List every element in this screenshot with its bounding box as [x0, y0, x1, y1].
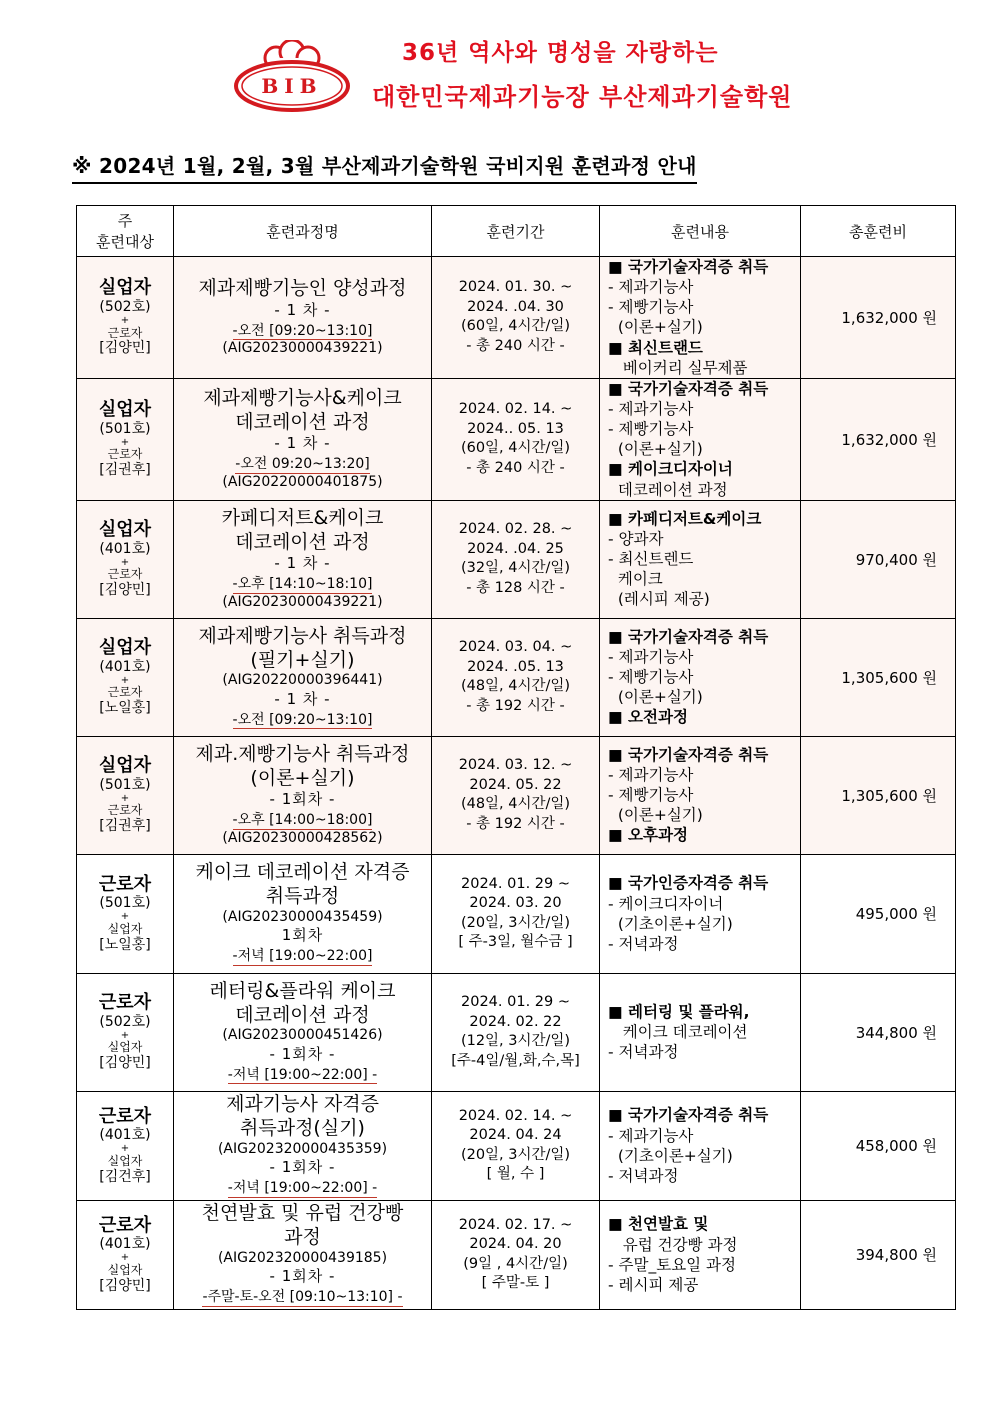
period-days: (20일, 3시간/일) — [460, 914, 571, 931]
course-cell — [174, 257, 432, 379]
course-name-line1: 제과.제빵기능사 취득과정 — [195, 742, 410, 765]
course-round: - 1 차 - — [274, 300, 331, 319]
content-line: - 주말_토요일 과정 — [608, 1255, 737, 1274]
instructor-name: [김권후] — [99, 462, 151, 479]
course-name-line2: 과정 — [284, 1226, 321, 1249]
header-target-line1: 주 — [117, 212, 133, 230]
fee-cell: 1,632,000 원 — [801, 257, 956, 379]
content-line: ■ 국가기술자격증 취득 — [608, 258, 769, 276]
content-line: - 제빵기능사 — [608, 786, 694, 805]
content-line: ■ 국가기술자격증 취득 — [608, 1106, 769, 1125]
content-line: ■ 레터링 및 플라워, — [608, 1002, 750, 1021]
instructor-name: [노일홍] — [99, 936, 151, 953]
period-hours: - 총 128 시간 - — [466, 579, 565, 596]
plus-sign: + — [120, 792, 130, 804]
plus-sign: + — [120, 674, 130, 686]
content-cell — [600, 378, 801, 500]
period-start: 2024. 03. 04. ~ — [458, 639, 573, 656]
content-line: - 최신트렌드 — [608, 550, 694, 569]
room-number: (501호) — [99, 420, 151, 437]
period-days: (12일, 3시간/일) — [460, 1033, 571, 1050]
course-time: -주말-토-오전 [09:10~13:10] - — [202, 1289, 403, 1306]
instructor-name: [김양민] — [99, 1055, 151, 1072]
instructor-name: [김권후] — [99, 818, 151, 835]
course-round: - 1회차 - — [269, 1158, 336, 1177]
period-start: 2024. 02. 28. ~ — [458, 521, 573, 538]
instructor-name: [김양민] — [99, 1277, 151, 1294]
course-code: (AIG20230000451426) — [222, 1027, 383, 1044]
course-round: - 1 차 - — [274, 689, 331, 708]
fee-cell: 495,000 원 — [801, 854, 956, 973]
room-number: (502호) — [99, 299, 151, 316]
plus-sign: + — [120, 556, 130, 568]
course-code: (AIG202320000435359) — [217, 1140, 388, 1157]
course-name-line2: 취득과정(실기) — [240, 1117, 365, 1140]
content-line: - 제과기능사 — [608, 1126, 694, 1145]
course-cell — [174, 618, 432, 736]
course-code: (AIG202320000439185) — [217, 1249, 388, 1266]
content-line: ■ 천연발효 및 — [608, 1215, 709, 1234]
header-target — [77, 206, 174, 257]
course-name-line1: 레터링&플라워 케이크 — [209, 979, 396, 1002]
content-line: (이론+실기) — [608, 318, 703, 337]
room-number: (501호) — [99, 776, 151, 793]
table-row — [77, 500, 956, 618]
school-logo — [232, 40, 352, 114]
secondary-target: 근로자 — [107, 325, 143, 340]
target-type: 실업자 — [98, 277, 152, 299]
content-cell — [600, 1091, 801, 1200]
course-round: - 1회차 - — [269, 790, 336, 809]
content-cell — [600, 618, 801, 736]
period-end: 2024. .04. 30 — [467, 298, 564, 315]
content-line: - 양과자 — [608, 529, 664, 548]
course-cell — [174, 1091, 432, 1200]
content-line: ■ 카페디저트&케이크 — [608, 509, 762, 528]
fee-cell: 394,800 원 — [801, 1200, 956, 1309]
period-hours: [주-4일/월,화,수,목] — [451, 1052, 580, 1069]
course-cell — [174, 736, 432, 854]
period-cell — [432, 736, 600, 854]
period-days: (48일, 4시간/일) — [460, 796, 571, 813]
course-round: - 1회차 - — [269, 1044, 336, 1063]
document-title: ※ 2024년 1월, 2월, 3월 부산제과기술학원 국비지원 훈련과정 안내 — [72, 150, 697, 184]
content-line: ■ 국가인증자격증 취득 — [608, 874, 769, 893]
target-cell — [77, 1200, 174, 1309]
plus-sign: + — [120, 1029, 130, 1041]
course-code: (AIG20220000396441) — [222, 672, 383, 689]
period-cell — [432, 1200, 600, 1309]
period-end: 2024.. 05. 13 — [467, 420, 564, 437]
table-row — [77, 1091, 956, 1200]
target-type: 실업자 — [98, 637, 152, 659]
table-row — [77, 257, 956, 379]
course-name-line1: 제과기능사 자격증 — [226, 1093, 379, 1116]
course-time: -저녁 [19:00~22:00] - — [227, 1066, 378, 1083]
course-name-line2: 데코레이션 과정 — [235, 1003, 370, 1026]
content-line: (기초이론+실기) — [608, 1146, 733, 1165]
course-cell — [174, 378, 432, 500]
target-type: 실업자 — [98, 519, 152, 541]
fee-cell: 1,632,000 원 — [801, 378, 956, 500]
plus-sign: + — [120, 315, 130, 327]
course-name-line1: 천연발효 및 유럽 건강빵 — [201, 1202, 404, 1225]
content-line: ■ 최신트랜드 — [608, 338, 703, 357]
table-row — [77, 973, 956, 1091]
table-row — [77, 1200, 956, 1309]
period-hours: [ 월, 수 ] — [486, 1166, 545, 1183]
instructor-name: [김양민] — [99, 582, 151, 599]
target-cell — [77, 854, 174, 973]
secondary-target: 근로자 — [107, 567, 143, 582]
period-hours: - 총 240 시간 - — [466, 337, 565, 354]
course-round: 1회차 — [281, 926, 324, 945]
header-content: 훈련내용 — [600, 206, 801, 257]
fee-cell: 1,305,600 원 — [801, 618, 956, 736]
course-name-line1: 케이크 데코레이션 자격증 — [195, 861, 410, 884]
course-time: -오전 [09:20~13:10] — [232, 711, 373, 728]
period-hours: [ 주말-토 ] — [481, 1275, 550, 1292]
instructor-name: [김건후] — [99, 1168, 151, 1185]
content-line: - 저녁과정 — [608, 934, 679, 953]
course-time: -오전 [09:20~13:10] — [232, 322, 373, 339]
period-start: 2024. 02. 17. ~ — [458, 1216, 573, 1233]
course-code-bottom: (AIG20230000428562) — [222, 829, 383, 846]
course-name-line1: 카페디저트&케이크 — [221, 506, 384, 529]
course-name-line2: 데코레이션 과정 — [235, 530, 370, 553]
target-type: 실업자 — [98, 399, 152, 421]
content-line: ■ 국가기술자격증 취득 — [608, 627, 769, 646]
course-time: -오후 [14:00~18:00] — [232, 812, 373, 829]
room-number: (401호) — [99, 658, 151, 675]
content-line: (이론+실기) — [608, 806, 703, 825]
target-cell — [77, 736, 174, 854]
instructor-name: [노일홍] — [99, 700, 151, 717]
room-number: (501호) — [99, 895, 151, 912]
course-round: - 1회차 - — [269, 1267, 336, 1286]
content-line: 데코레이션 과정 — [608, 480, 728, 499]
content-line: - 제과기능사 — [608, 765, 694, 784]
slogan-line-2: 대한민국제과기능장 부산제과기술학원 — [372, 83, 793, 111]
secondary-target: 실업자 — [107, 1262, 143, 1277]
course-name-line1: 제과제빵기능사&케이크 — [203, 386, 402, 409]
course-code-bottom: (AIG20230000439221) — [222, 593, 383, 610]
period-cell — [432, 1091, 600, 1200]
course-name-line1: 제과제빵기능인 양성과정 — [198, 277, 407, 300]
period-days: (9일 , 4시간/일) — [463, 1255, 568, 1272]
target-type: 실업자 — [98, 755, 152, 777]
course-time: -저녁 [19:00~22:00] — [232, 948, 373, 965]
secondary-target: 실업자 — [107, 1153, 143, 1168]
period-cell — [432, 378, 600, 500]
content-line: - 레시피 제공 — [608, 1275, 699, 1294]
content-line: 유럽 건강빵 과정 — [608, 1235, 738, 1254]
content-line: - 제과기능사 — [608, 278, 694, 297]
target-type: 근로자 — [98, 1214, 152, 1236]
course-code: (AIG20230000435459) — [222, 908, 383, 925]
target-type: 근로자 — [98, 873, 152, 895]
content-cell — [600, 854, 801, 973]
course-cell — [174, 854, 432, 973]
header-target-line2: 훈련대상 — [96, 233, 154, 251]
content-line: (레시피 제공) — [608, 590, 710, 609]
period-start: 2024. 01. 29 ~ — [461, 994, 570, 1011]
fee-cell: 344,800 원 — [801, 973, 956, 1091]
course-cell — [174, 500, 432, 618]
course-name-line2: (이론+실기) — [250, 766, 355, 789]
plus-sign: + — [120, 1143, 130, 1155]
fee-cell: 1,305,600 원 — [801, 736, 956, 854]
room-number: (401호) — [99, 1127, 151, 1144]
table-row — [77, 736, 956, 854]
content-line: ■ 오후과정 — [608, 826, 688, 845]
table-header-row — [77, 206, 956, 257]
period-end: 2024. 04. 24 — [469, 1127, 562, 1144]
instructor-name: [김양민] — [99, 340, 151, 357]
target-type: 근로자 — [98, 992, 152, 1014]
room-number: (401호) — [99, 540, 151, 557]
target-cell — [77, 618, 174, 736]
secondary-target: 근로자 — [107, 685, 143, 700]
plus-sign: + — [120, 436, 130, 448]
content-cell — [600, 736, 801, 854]
period-start: 2024. 02. 14. ~ — [458, 401, 573, 418]
period-hours: [ 주-3일, 월수금 ] — [458, 934, 573, 951]
period-hours: - 총 192 시간 - — [466, 697, 565, 714]
period-hours: - 총 192 시간 - — [466, 815, 565, 832]
course-time: -저녁 [19:00~22:00] - — [227, 1180, 378, 1197]
content-line: ■ 케이크디자이너 — [608, 460, 733, 479]
period-end: 2024. 02. 22 — [469, 1013, 562, 1030]
content-line: - 제빵기능사 — [608, 420, 694, 439]
content-line: 베이커리 실무제품 — [608, 358, 748, 377]
course-code-bottom: (AIG20220000401875) — [222, 474, 383, 491]
secondary-target: 실업자 — [107, 921, 143, 936]
period-hours: - 총 240 시간 - — [466, 459, 565, 476]
period-start: 2024. 01. 30. ~ — [458, 279, 573, 296]
course-round: - 1 차 - — [274, 554, 331, 573]
period-days: (60일, 4시간/일) — [460, 318, 571, 335]
target-cell — [77, 973, 174, 1091]
course-time: -오후 [14:10~18:10] — [232, 576, 373, 593]
content-line: ■ 국가기술자격증 취득 — [608, 745, 769, 764]
period-cell — [432, 500, 600, 618]
header-course: 훈련과정명 — [174, 206, 432, 257]
slogan-line-1: 36년 역사와 명성을 자랑하는 — [402, 40, 719, 66]
period-cell — [432, 257, 600, 379]
period-start: 2024. 03. 12. ~ — [458, 757, 573, 774]
plus-sign: + — [120, 911, 130, 923]
target-cell — [77, 1091, 174, 1200]
target-type: 근로자 — [98, 1105, 152, 1127]
period-days: (20일, 3시간/일) — [460, 1146, 571, 1163]
logo-text: BIB — [261, 74, 323, 98]
secondary-target: 근로자 — [107, 803, 143, 818]
table-row — [77, 618, 956, 736]
course-name-line2: 취득과정 — [265, 885, 340, 908]
plus-sign: + — [120, 1252, 130, 1264]
course-cell — [174, 1200, 432, 1309]
content-line: - 제과기능사 — [608, 399, 694, 418]
period-end: 2024. 04. 20 — [469, 1236, 562, 1253]
course-name-line1: 제과제빵기능사 취득과정 — [198, 624, 407, 647]
period-end: 2024. 05. 22 — [469, 776, 562, 793]
content-line: - 제빵기능사 — [608, 668, 694, 687]
target-cell — [77, 257, 174, 379]
period-cell — [432, 854, 600, 973]
content-cell — [600, 257, 801, 379]
target-cell — [77, 378, 174, 500]
table-row — [77, 854, 956, 973]
fee-cell: 970,400 원 — [801, 500, 956, 618]
period-days: (60일, 4시간/일) — [460, 440, 571, 457]
content-line: 케이크 — [608, 570, 663, 589]
course-cell — [174, 973, 432, 1091]
content-cell — [600, 973, 801, 1091]
course-code-bottom: (AIG20230000439221) — [222, 340, 383, 357]
room-number: (502호) — [99, 1013, 151, 1030]
content-line: - 제빵기능사 — [608, 298, 694, 317]
content-cell — [600, 500, 801, 618]
course-name-line2: 데코레이션 과정 — [235, 410, 370, 433]
secondary-target: 근로자 — [107, 447, 143, 462]
period-start: 2024. 01. 29 ~ — [461, 875, 570, 892]
period-end: 2024. .05. 13 — [467, 658, 564, 675]
secondary-target: 실업자 — [107, 1040, 143, 1055]
table-row — [77, 378, 956, 500]
header-fee: 총훈련비 — [801, 206, 956, 257]
period-start: 2024. 02. 14. ~ — [458, 1107, 573, 1124]
content-line: - 저녁과정 — [608, 1043, 679, 1062]
fee-cell: 458,000 원 — [801, 1091, 956, 1200]
period-cell — [432, 973, 600, 1091]
header-period: 훈련기간 — [432, 206, 600, 257]
course-name-line2: (필기+실기) — [250, 648, 355, 671]
room-number: (401호) — [99, 1236, 151, 1253]
target-cell — [77, 500, 174, 618]
content-line: (이론+실기) — [608, 688, 703, 707]
content-line: 케이크 데코레이션 — [608, 1023, 748, 1042]
content-line: - 저녁과정 — [608, 1166, 679, 1185]
content-line: (기초이론+실기) — [608, 914, 733, 933]
period-days: (32일, 4시간/일) — [460, 560, 571, 577]
period-end: 2024. .04. 25 — [467, 540, 564, 557]
period-days: (48일, 4시간/일) — [460, 678, 571, 695]
content-cell — [600, 1200, 801, 1309]
content-line: - 제과기능사 — [608, 647, 694, 666]
period-end: 2024. 03. 20 — [469, 895, 562, 912]
content-line: ■ 오전과정 — [608, 708, 688, 727]
content-line: ■ 국가기술자격증 취득 — [608, 379, 769, 398]
course-schedule-table — [76, 205, 956, 1310]
content-line: - 케이크디자이너 — [608, 894, 724, 913]
course-time: -오전 09:20~13:20] — [235, 456, 370, 473]
content-line: (이론+실기) — [608, 440, 703, 459]
period-cell — [432, 618, 600, 736]
course-round: - 1 차 - — [274, 434, 331, 453]
